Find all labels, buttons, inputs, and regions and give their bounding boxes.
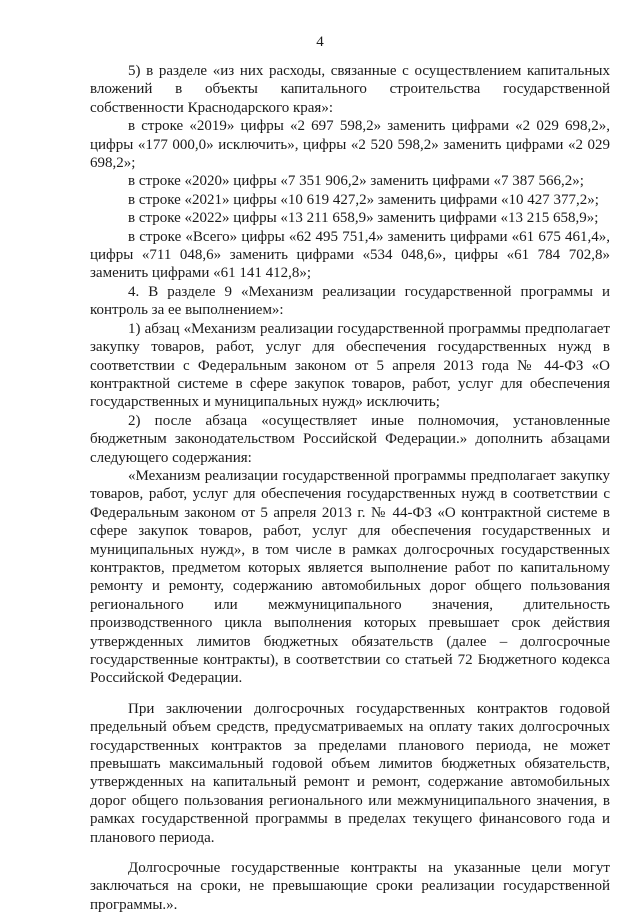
paragraph-subitem-2: 2) после абзаца «осуществляет иные полномочия, установленные бюджетным законодательством Российской Федерации.» дополнить абзацами следующего содержания: — [90, 412, 610, 466]
paragraph-quote-mechanism: «Механизм реализации государственной программы предполагает закупку товаров, работ, услуг для обеспечения государственных нужд в соответствии с Федеральным законом от 5 апреля 2013 г. № 44-ФЗ «О контрактной системе в сфере закупок товаров, работ, услуг для обеспечения государственных и муниципальных нужд», в том числе в рамках долгосрочных государственных контрактов, предметом которых является выполнение работ по капитальному ремонту и ремонту, содержанию автомобильных дорог общего пользования регионального или межмуниципального значения, длительность производственного цикла выполнения которых превышает срок действия утвержденных лимитов бюджетных обязательств (далее – долгосрочные государственные контракты), в соответствии со статьей 72 Бюджетного кодекса Российской Федерации. — [90, 467, 610, 687]
page-number: 4 — [316, 34, 324, 50]
paragraph-contract-terms: Долгосрочные государственные контракты на указанные цели могут заключаться на сроки, не превышающие сроки реализации государственной программы.». — [90, 860, 610, 913]
paragraph-long-term-contracts: При заключении долгосрочных государственных контрактов годовой предельный объем средств, предусматриваемых на оплату таких долгосрочных государственных контрактов за пределами планового периода, не может превышать максимальный годовой объем лимитов бюджетных обязательств, утвержденных на капитальный ремонт и ремонт, содержание автомобильных дорог общего пользования регионального или межмуниципального значения, в рамках государственной программы в пределах текущего финансового года и планового периода. — [90, 700, 610, 846]
paragraph-row-total: в строке «Всего» цифры «62 495 751,4» заменить цифрами «61 675 461,4», цифры «711 048,6» заменить цифрами «534 048,6», цифры «61 784 702,8» заменить цифрами «61 141 412,8»; — [90, 228, 610, 282]
paragraph-section-5: 5) в разделе «из них расходы, связанные с осуществлением капитальных вложений в объекты капитального строительства государственной собственности Краснодарского края»: — [90, 63, 610, 116]
paragraph-row-2021: в строке «2021» цифры «10 619 427,2» заменить цифрами «10 427 377,2»; — [128, 191, 599, 208]
paragraph-row-2020: в строке «2020» цифры «7 351 906,2» заменить цифрами «7 387 566,2»; — [128, 173, 584, 190]
paragraph-subitem-1: 1) абзац «Механизм реализации государственной программы предполагает закупку товаров, работ, услуг для обеспечения государственных нужд в соответствии с Федеральным законом от 5 апреля 2013 года № 44-ФЗ «О контрактной системе в сфере закупок товаров, работ, услуг для обеспечения государственных и муниципальных нужд» исключить; — [90, 320, 610, 411]
paragraph-item-4: 4. В разделе 9 «Механизм реализации государственной программы и контроль за ее выполнением»: — [90, 283, 610, 319]
paragraph-row-2019: в строке «2019» цифры «2 697 598,2» заменить цифрами «2 029 698,2», цифры «177 000,0» исключить», цифры «2 520 598,2» заменить цифрами «2 029 698,2»; — [90, 118, 610, 172]
document-body — [90, 62, 610, 914]
paragraph-row-2022: в строке «2022» цифры «13 211 658,9» заменить цифрами «13 215 658,9»; — [128, 210, 599, 227]
